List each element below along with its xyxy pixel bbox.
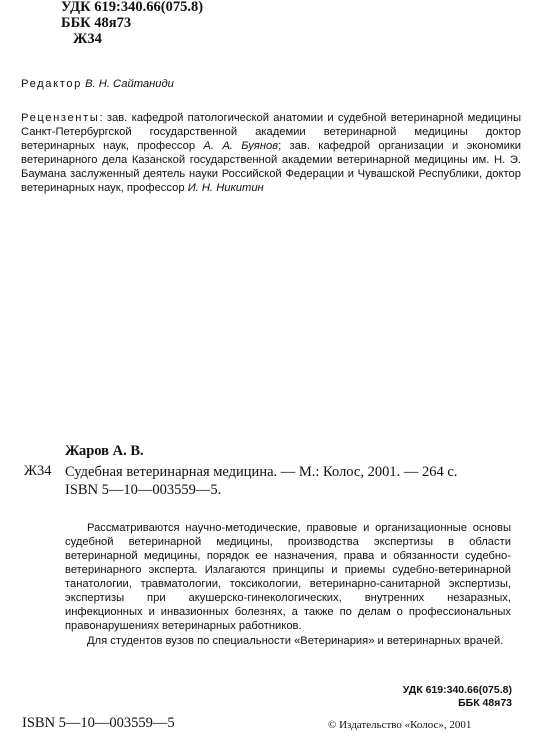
reviewers-paragraph — [21, 111, 521, 195]
card-author: Жаров А. В. — [65, 443, 144, 459]
card-title-line: Судебная ветеринарная медицина. — М.: Колос, 2001. — 264 с. — [65, 464, 458, 480]
reviewers-text-1: : зав. кафедрой патологической анатомии и судебной ветеринарной медицины Санкт-Петербургской государственной академии ветеринарной медицины доктор ветеринарных наук, профессор — [21, 112, 521, 152]
reviewers-text-2: ; зав. кафедрой организации и экономики ветеринарного дела Казанской государственной академии ветеринарной медицины им. Н. Э. Баумана заслуженный деятель науки Российской Федерации и Чувашской Республики, доктор ветеринарных наук, профессор — [21, 140, 521, 194]
editor-label: Редактор — [21, 78, 82, 90]
udk-code: УДК 619:340.66(075.8) — [61, 0, 204, 15]
reviewer-name-2: И. Н. Никитин — [187, 182, 264, 194]
bbk-code: ББК 48я73 — [61, 15, 132, 31]
reviewers-label: Рецензенты — [21, 112, 100, 124]
footer-isbn: ISBN 5—10—003559—5 — [22, 715, 175, 731]
reviewer-name-1: А. А. Буянов — [203, 140, 279, 152]
author-sign: Ж34 — [73, 31, 102, 47]
card-index: Ж34 — [24, 463, 52, 479]
audience-paragraph: Для студентов вузов по специальности «Ветеринария» и ветеринарных врачей. — [87, 635, 504, 647]
footer-bbk: ББК 48я73 — [458, 697, 512, 709]
card-isbn: ISBN 5—10—003559—5. — [65, 482, 222, 498]
footer-udk: УДК 619:340.66(075.8) — [402, 684, 512, 696]
abstract-paragraph: Рассматриваются научно-методические, правовые и организационные основы судебной ветеринарной медицины, производства экспертизы в области ветеринарной медицины, порядок ее назначения, права и обязанности судебно-ветеринарного эксперта. Излагаются принципы и приемы судебно-ветеринарной танатологии, травматологии, токсикологии, ветеринарно-санитарной экспертизы, экспертизы при акушерско-гинекологических, внутренних незаразных, инфекционных и инвазионных болезнях, а также по делам о профессиональных правонарушениях ветеринарных работников. — [65, 522, 511, 632]
footer-codes — [377, 684, 512, 710]
editor-name: В. Н. Сайтаниди — [85, 78, 174, 90]
copyright-notice: © Издательство «Колос», 2001 — [328, 719, 472, 731]
abstract — [65, 521, 511, 648]
editor-line — [21, 78, 174, 90]
classification-codes — [61, 0, 203, 47]
card-description — [65, 463, 505, 499]
